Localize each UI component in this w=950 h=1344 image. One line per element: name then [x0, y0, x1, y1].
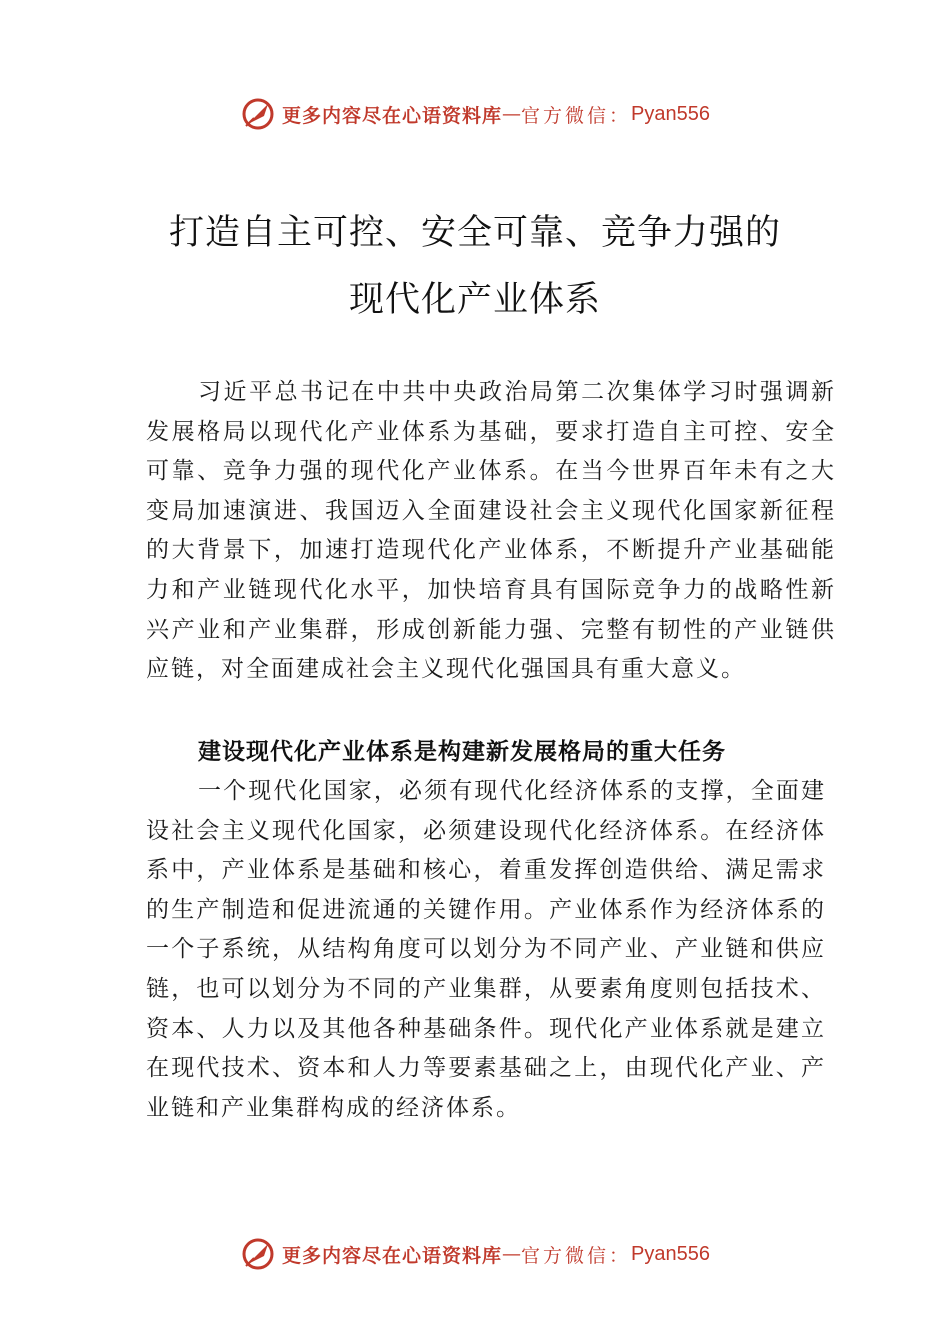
banner-wechat-id: Pyan556	[631, 1242, 710, 1265]
document-title-line2: 现代化产业体系	[348, 280, 601, 320]
body-paragraph-2: 一个现代化国家，必须有现代化经济体系的支撑，全面建设社会主义现代化国家，必须建设现代化经济体系。在经济体系中，产业体系是基础和核心，着重发挥创造供给、满足需求的生产制造和促进流通的关键作用。产业体系作为经济体系的一个子系统，从结构角度可以划分为不同产业、产业链和供应链，也可以划分为不同的产业集群，从要素角度则包括技术、资本、人力以及其他各种基础条件。现代化产业体系就是建立在现代技术、资本和人力等要素基础之上，由现代化产业、产业链和产业集群构成的经济体系。	[146, 778, 826, 1121]
header-banner	[0, 94, 950, 134]
banner-brand: 更多内容尽在心语资料库	[282, 1244, 503, 1267]
banner-wechat-label: 官方微信：	[521, 1244, 632, 1267]
banner-dash: —	[502, 103, 522, 125]
body-paragraph-1: 习近平总书记在中共中央政治局第二次集体学习时强调新发展格局以现代化产业体系为基础，要求打造自主可控、安全可靠、竞争力强的现代化产业体系。在当今世界百年未有之大变局加速演进、我国迈入全面建设社会主义现代化国家新征程的大背景下，加速打造现代化产业体系，不断提升产业基础能力和产业链现代化水平，加快培育具有国际竞争力的战略性新兴产业和产业集群，形成创新能力强、完整有韧性的产业链供应链，对全面建成社会主义现代化强国具有重大意义。	[146, 379, 836, 683]
quill-logo-icon	[240, 1236, 276, 1272]
quill-logo-icon	[240, 96, 276, 132]
banner-brand: 更多内容尽在心语资料库	[282, 104, 503, 127]
section-heading: 建设现代化产业体系是构建新发展格局的重大任务	[198, 739, 726, 765]
footer-banner	[0, 1234, 950, 1274]
banner-wechat-label: 官方微信：	[521, 104, 632, 127]
banner-dash: —	[502, 1243, 522, 1265]
banner-wechat-id: Pyan556	[631, 102, 710, 125]
document-title-line1: 打造自主可控、安全可靠、竞争力强的	[168, 213, 781, 253]
